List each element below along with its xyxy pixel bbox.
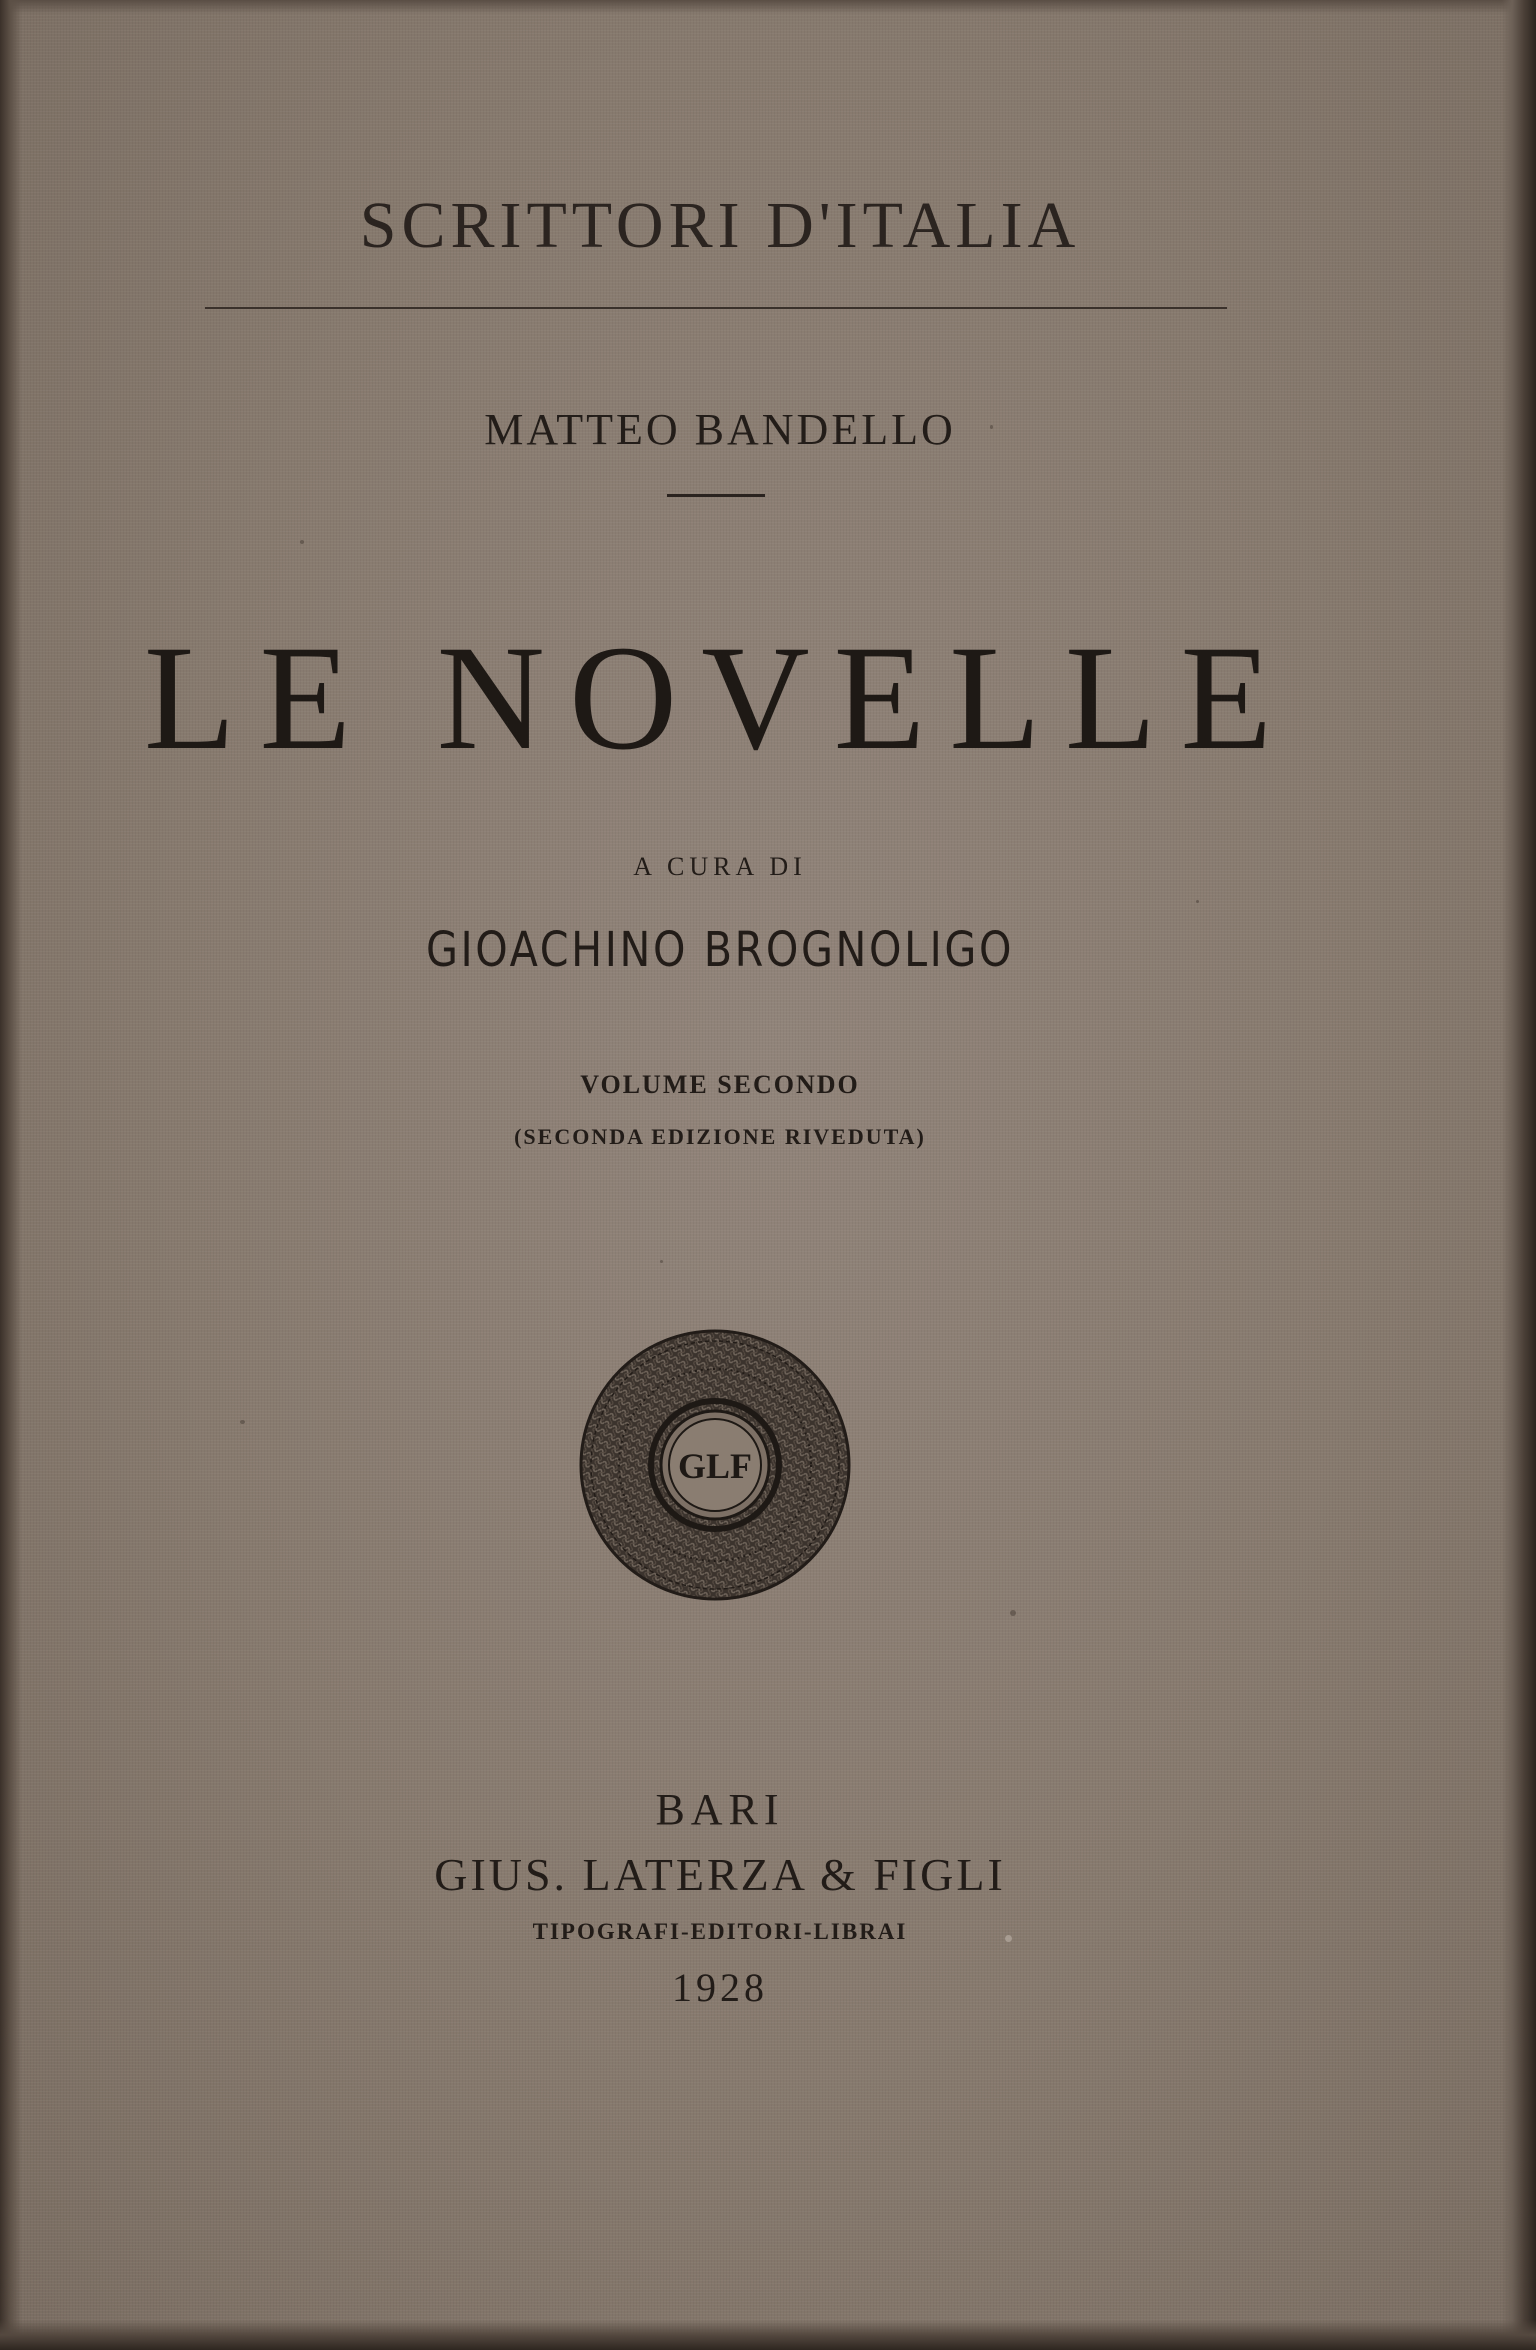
edition-label: (SECONDA EDIZIONE RIVEDUTA) (514, 1124, 926, 1149)
horizontal-rule (205, 307, 1227, 309)
worn-top-edge (0, 0, 1536, 14)
worn-right-edge (1502, 0, 1536, 2350)
publisher-name: GIUS. LATERZA & FIGLI (434, 1849, 1006, 1900)
short-rule (667, 494, 765, 497)
imprint-city: BARI (655, 1785, 785, 1834)
knotwork-roundel-seal-icon (576, 1328, 854, 1602)
publisher-trade: TIPOGRAFI-EDITORI-LIBRAI (532, 1919, 908, 1944)
book-title: LE NOVELLE (143, 615, 1297, 781)
volume-label: VOLUME SECONDO (580, 1070, 860, 1099)
series-title: SCRITTORI D'ITALIA (359, 189, 1081, 262)
seal-monogram: GLF (677, 1446, 753, 1486)
worn-bottom-edge (0, 2320, 1536, 2350)
author-name: MATTEO BANDELLO (484, 405, 956, 454)
publication-year: 1928 (672, 1965, 768, 2010)
curator-name: GIOACHINO BROGNOLIGO (425, 922, 1015, 978)
curator-lead: A CURA DI (633, 852, 807, 881)
